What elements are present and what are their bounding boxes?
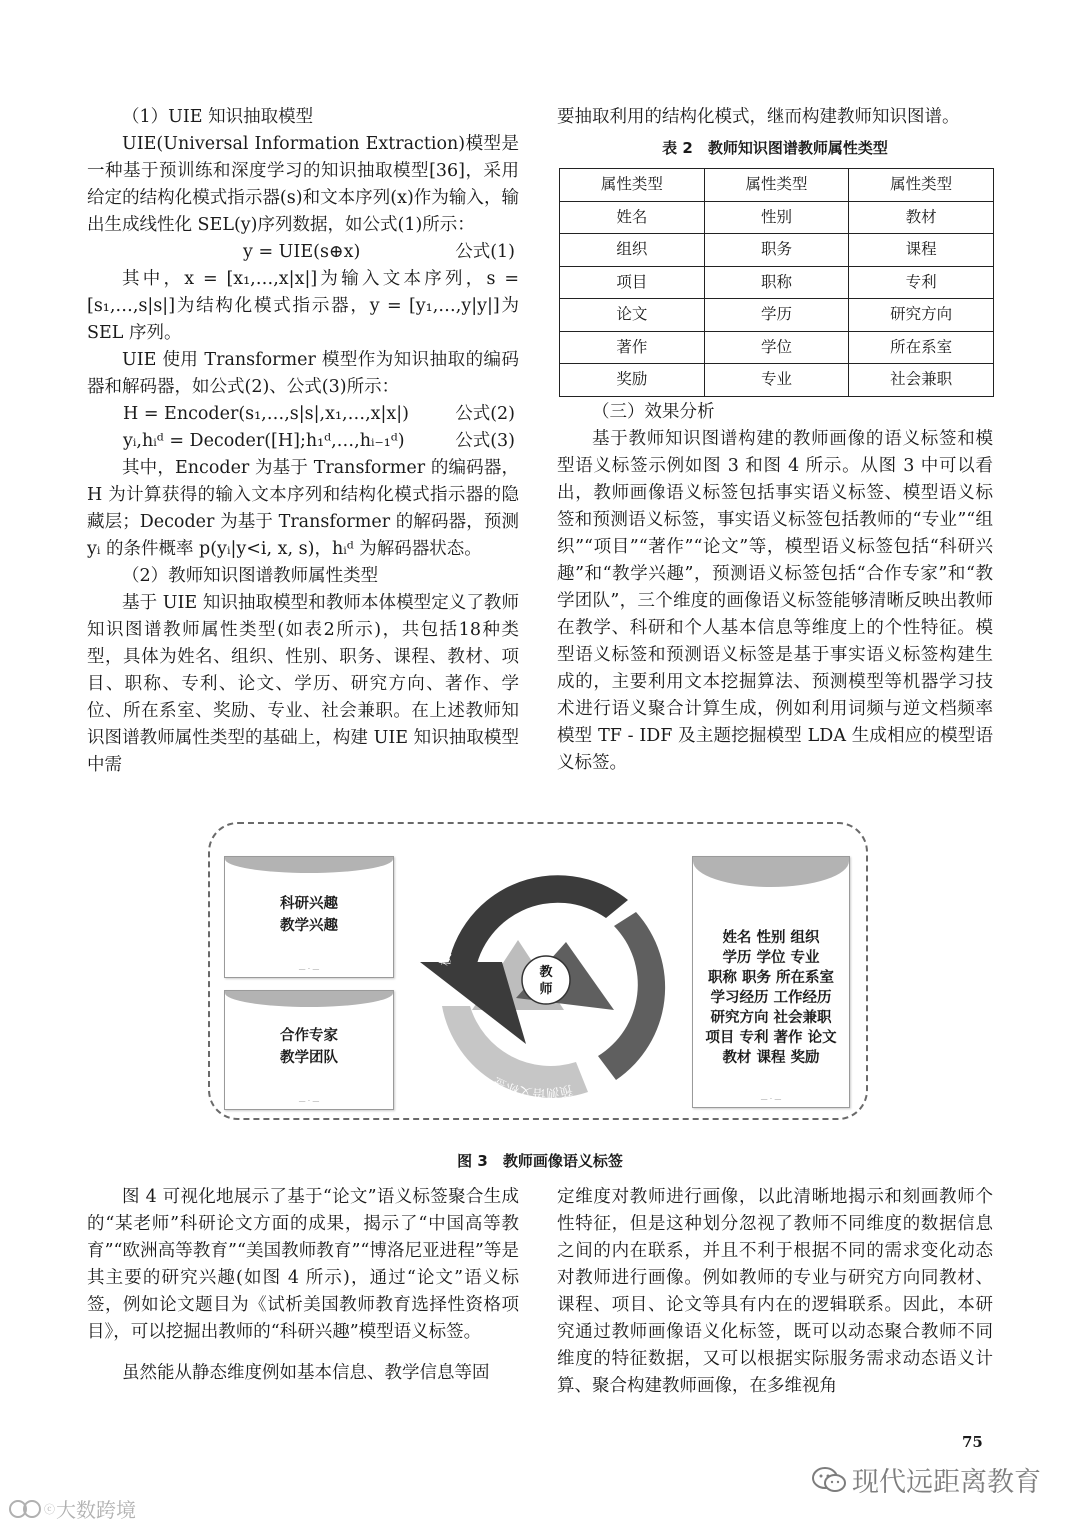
table-cell: 教材 (849, 201, 994, 234)
paragraph: 其中，x = [x₁,…,x|x|]为输入文本序列，s = [s₁,…,s|s|]为结构化模式指示器，y = [y₁,…,y|y|]为 SEL 序列。 (87, 269, 519, 343)
card-text-line: 项目 专利 著作 论文 (705, 1030, 837, 1046)
paragraph: 基于教师知识图谱构建的教师画像的语义标签和模型语义标签示例如图 3 和图 4 所示。从图 3 中可以看出，教师画像语义标签包括事实语义标签、模型语义标签和预测语义标签，事实语义标签包括教师的“专业”“组织”“项目”“著作”“论文”等，模型语义标签包括“科研兴趣”和“教学兴趣”，预测语义标签包括“合作专家”和“教学团队”，三个维度的画像语义标签能够清晰反映出教师在教学、科研和个人基本信息等维度上的个性特征。模型语义标签和预测语义标签是基于事实语义标签构建生成的，主要利用文本挖掘算法、预测模型等机器学习技术进行语义聚合计算生成，例如利用词频与逆文档频率模型 TF - IDF 及主题挖掘模型 LDA 生成相应的模型语义标签。 (557, 428, 993, 773)
paragraph: 要抽取利用的结构化模式，继而构建教师知识图谱。 (557, 107, 960, 127)
table-header-cell: 属性类型 (849, 169, 994, 202)
predict-label-card (224, 990, 394, 1110)
paragraph: 图 4 可视化地展示了基于“论文”语义标签聚合生成的“某老师”科研论文方面的成果，揭示了“中国高等教育”“欧洲高等教育”“美国教师教育”“博洛尼亚进程”等是其主要的研究兴趣(如图 4 所示)，通过“论文”语义标签，例如论文题目为《试析美国教师教育选择性资格项目》，可以挖掘出教师的“科研兴趣”模型语义标签。 (87, 1187, 519, 1342)
bottom-right-column (557, 1184, 993, 1400)
card-page-mark: — · — (298, 965, 320, 973)
table-cell: 奖励 (560, 364, 705, 397)
card-header-band (693, 857, 849, 887)
arc-label-fact-text: 事实语义标签 (644, 916, 679, 998)
arc-label-predict-text: 预测语义标签 (490, 1073, 575, 1101)
figure-semantic-labels (208, 822, 868, 1120)
left-column (87, 104, 519, 779)
table-row (560, 331, 994, 364)
table-cell: 研究方向 (849, 299, 994, 332)
table-row (560, 201, 994, 234)
table-cell: 性别 (704, 201, 849, 234)
card-text-line: 合作专家 (280, 1028, 338, 1044)
equation-1 (87, 239, 519, 266)
center-label: 师 (539, 982, 553, 997)
equation-text: yᵢ,hᵢᵈ = Decoder([H];h₁ᵈ,…,hᵢ₋₁ᵈ) (123, 431, 405, 451)
figure-caption: 图 3 教师画像语义标签 (457, 1152, 623, 1170)
paragraph: UIE(Universal Information Extraction)模型是一种基于预训练和深度学习的知识抽取模型[36]，采用给定的结构化模式指示器(s)和文本序列(x)作为输入，输出生成线性化 SEL(y)序列数据，如公式(1)所示： (87, 134, 519, 235)
table-row (560, 266, 994, 299)
table-row (560, 234, 994, 267)
fact-label-card (692, 856, 850, 1108)
paragraph: UIE 使用 Transformer 模型作为知识抽取的编码器和解码器，如公式(2)、公式(3)所示： (87, 350, 519, 397)
arc-label-model-text: 模型语义标签 (438, 889, 485, 967)
equation-2 (87, 401, 519, 428)
card-text-line: 教学兴趣 (280, 918, 338, 934)
card-text-line: 教学团队 (280, 1050, 338, 1066)
table-cell: 论文 (560, 299, 705, 332)
section-heading-effect: （三）效果分析 (592, 401, 715, 422)
center-label: 教 (539, 965, 553, 980)
equation-label: 公式(1) (455, 242, 515, 262)
table-cell: 职务 (704, 234, 849, 267)
wechat-icon (812, 1466, 846, 1494)
card-text-line: 学习经历 工作经历 (710, 990, 832, 1006)
page-number: 75 (962, 1433, 983, 1451)
section-heading-uie: （1）UIE 知识抽取模型 (122, 107, 314, 127)
card-text-line: 学历 学位 专业 (722, 950, 820, 966)
table-row (560, 364, 994, 397)
card-header-band (225, 857, 393, 873)
card-text-line: 教材 课程 奖励 (722, 1050, 820, 1066)
brand-logo-icon (8, 1498, 55, 1520)
watermark-wechat (812, 1460, 1041, 1499)
equation-text: H = Encoder(s₁,…,s|s|,x₁,…,x|x|) (123, 404, 409, 424)
equation-3 (87, 428, 519, 455)
table-cell: 社会兼职 (849, 364, 994, 397)
paragraph: 基于 UIE 知识抽取模型和教师本体模型定义了教师知识图谱教师属性类型(如表2所示)，共包括18种类型，具体为姓名、组织、性别、职务、课程、教材、项目、职称、专利、论文、学历、研究方向、著作、学位、所在系室、奖励、专业、社会兼职。在上述教师知识图谱教师属性类型的基础上，构建 UIE 知识抽取模型中需 (87, 593, 519, 775)
table-header-cell: 属性类型 (560, 169, 705, 202)
table-cell: 课程 (849, 234, 994, 267)
card-header-band (225, 991, 393, 1007)
equation-label: 公式(2) (455, 404, 515, 424)
cycle-diagram (406, 830, 686, 1116)
watermark-text: 大数跨境 (56, 1498, 136, 1522)
section-heading-attr: （2）教师知识图谱教师属性类型 (122, 566, 379, 586)
equation-text: y = UIE(s⊕x) (243, 242, 361, 262)
table-cell: 专利 (849, 266, 994, 299)
table-cell: 所在系室 (849, 331, 994, 364)
model-label-card (224, 856, 394, 978)
card-text-line: 科研兴趣 (280, 896, 338, 912)
right-column (557, 104, 993, 777)
table-header-row (560, 169, 994, 202)
card-text-line: 姓名 性别 组织 (722, 930, 820, 946)
table-header-cell: 属性类型 (704, 169, 849, 202)
paragraph: 其中，Encoder 为基于 Transformer 的编码器，H 为计算获得的输入文本序列和结构化模式指示器的隐藏层；Decoder 为基于 Transformer 的解码器，预测 yᵢ 的条件概率 p(yᵢ|y<i, x, s)，hᵢᵈ 为解码器状态。 (87, 458, 519, 559)
watermark-brand (8, 1494, 136, 1523)
table-cell: 专业 (704, 364, 849, 397)
paragraph: 虽然能从静态维度例如基本信息、教学信息等固 (122, 1363, 490, 1383)
table-cell: 项目 (560, 266, 705, 299)
card-page-mark: — · — (760, 1095, 782, 1103)
paragraph: 定维度对教师进行画像，以此清晰地揭示和刻画教师个性特征，但是这种划分忽视了教师不同维度的数据信息之间的内在联系，并且不利于根据不同的需求变化动态对教师进行画像。例如教师的专业与研究方向同教材、课程、项目、论文等具有内在的逻辑联系。因此，本研究通过教师画像语义化标签，既可以动态聚合教师不同维度的特征数据，又可以根据实际服务需求动态语义计算、聚合构建教师画像，在多维视角 (557, 1187, 993, 1396)
table-row (560, 299, 994, 332)
equation-label: 公式(3) (455, 431, 515, 451)
table-cell: 姓名 (560, 201, 705, 234)
watermark-text: 现代远距离教育 (852, 1467, 1041, 1498)
card-text-line: 职称 职务 所在系室 (707, 970, 835, 986)
table-caption: 表 2 教师知识图谱教师属性类型 (662, 139, 888, 157)
table-cell: 组织 (560, 234, 705, 267)
table-cell: 学历 (704, 299, 849, 332)
attribute-table (559, 168, 994, 397)
table-cell: 学位 (704, 331, 849, 364)
table-cell: 职称 (704, 266, 849, 299)
card-text-line: 研究方向 社会兼职 (710, 1010, 832, 1026)
svg-text:ⓒ: ⓒ (44, 1502, 55, 1516)
table-cell: 著作 (560, 331, 705, 364)
bottom-left-column (87, 1184, 519, 1387)
card-page-mark: — · — (298, 1097, 320, 1105)
